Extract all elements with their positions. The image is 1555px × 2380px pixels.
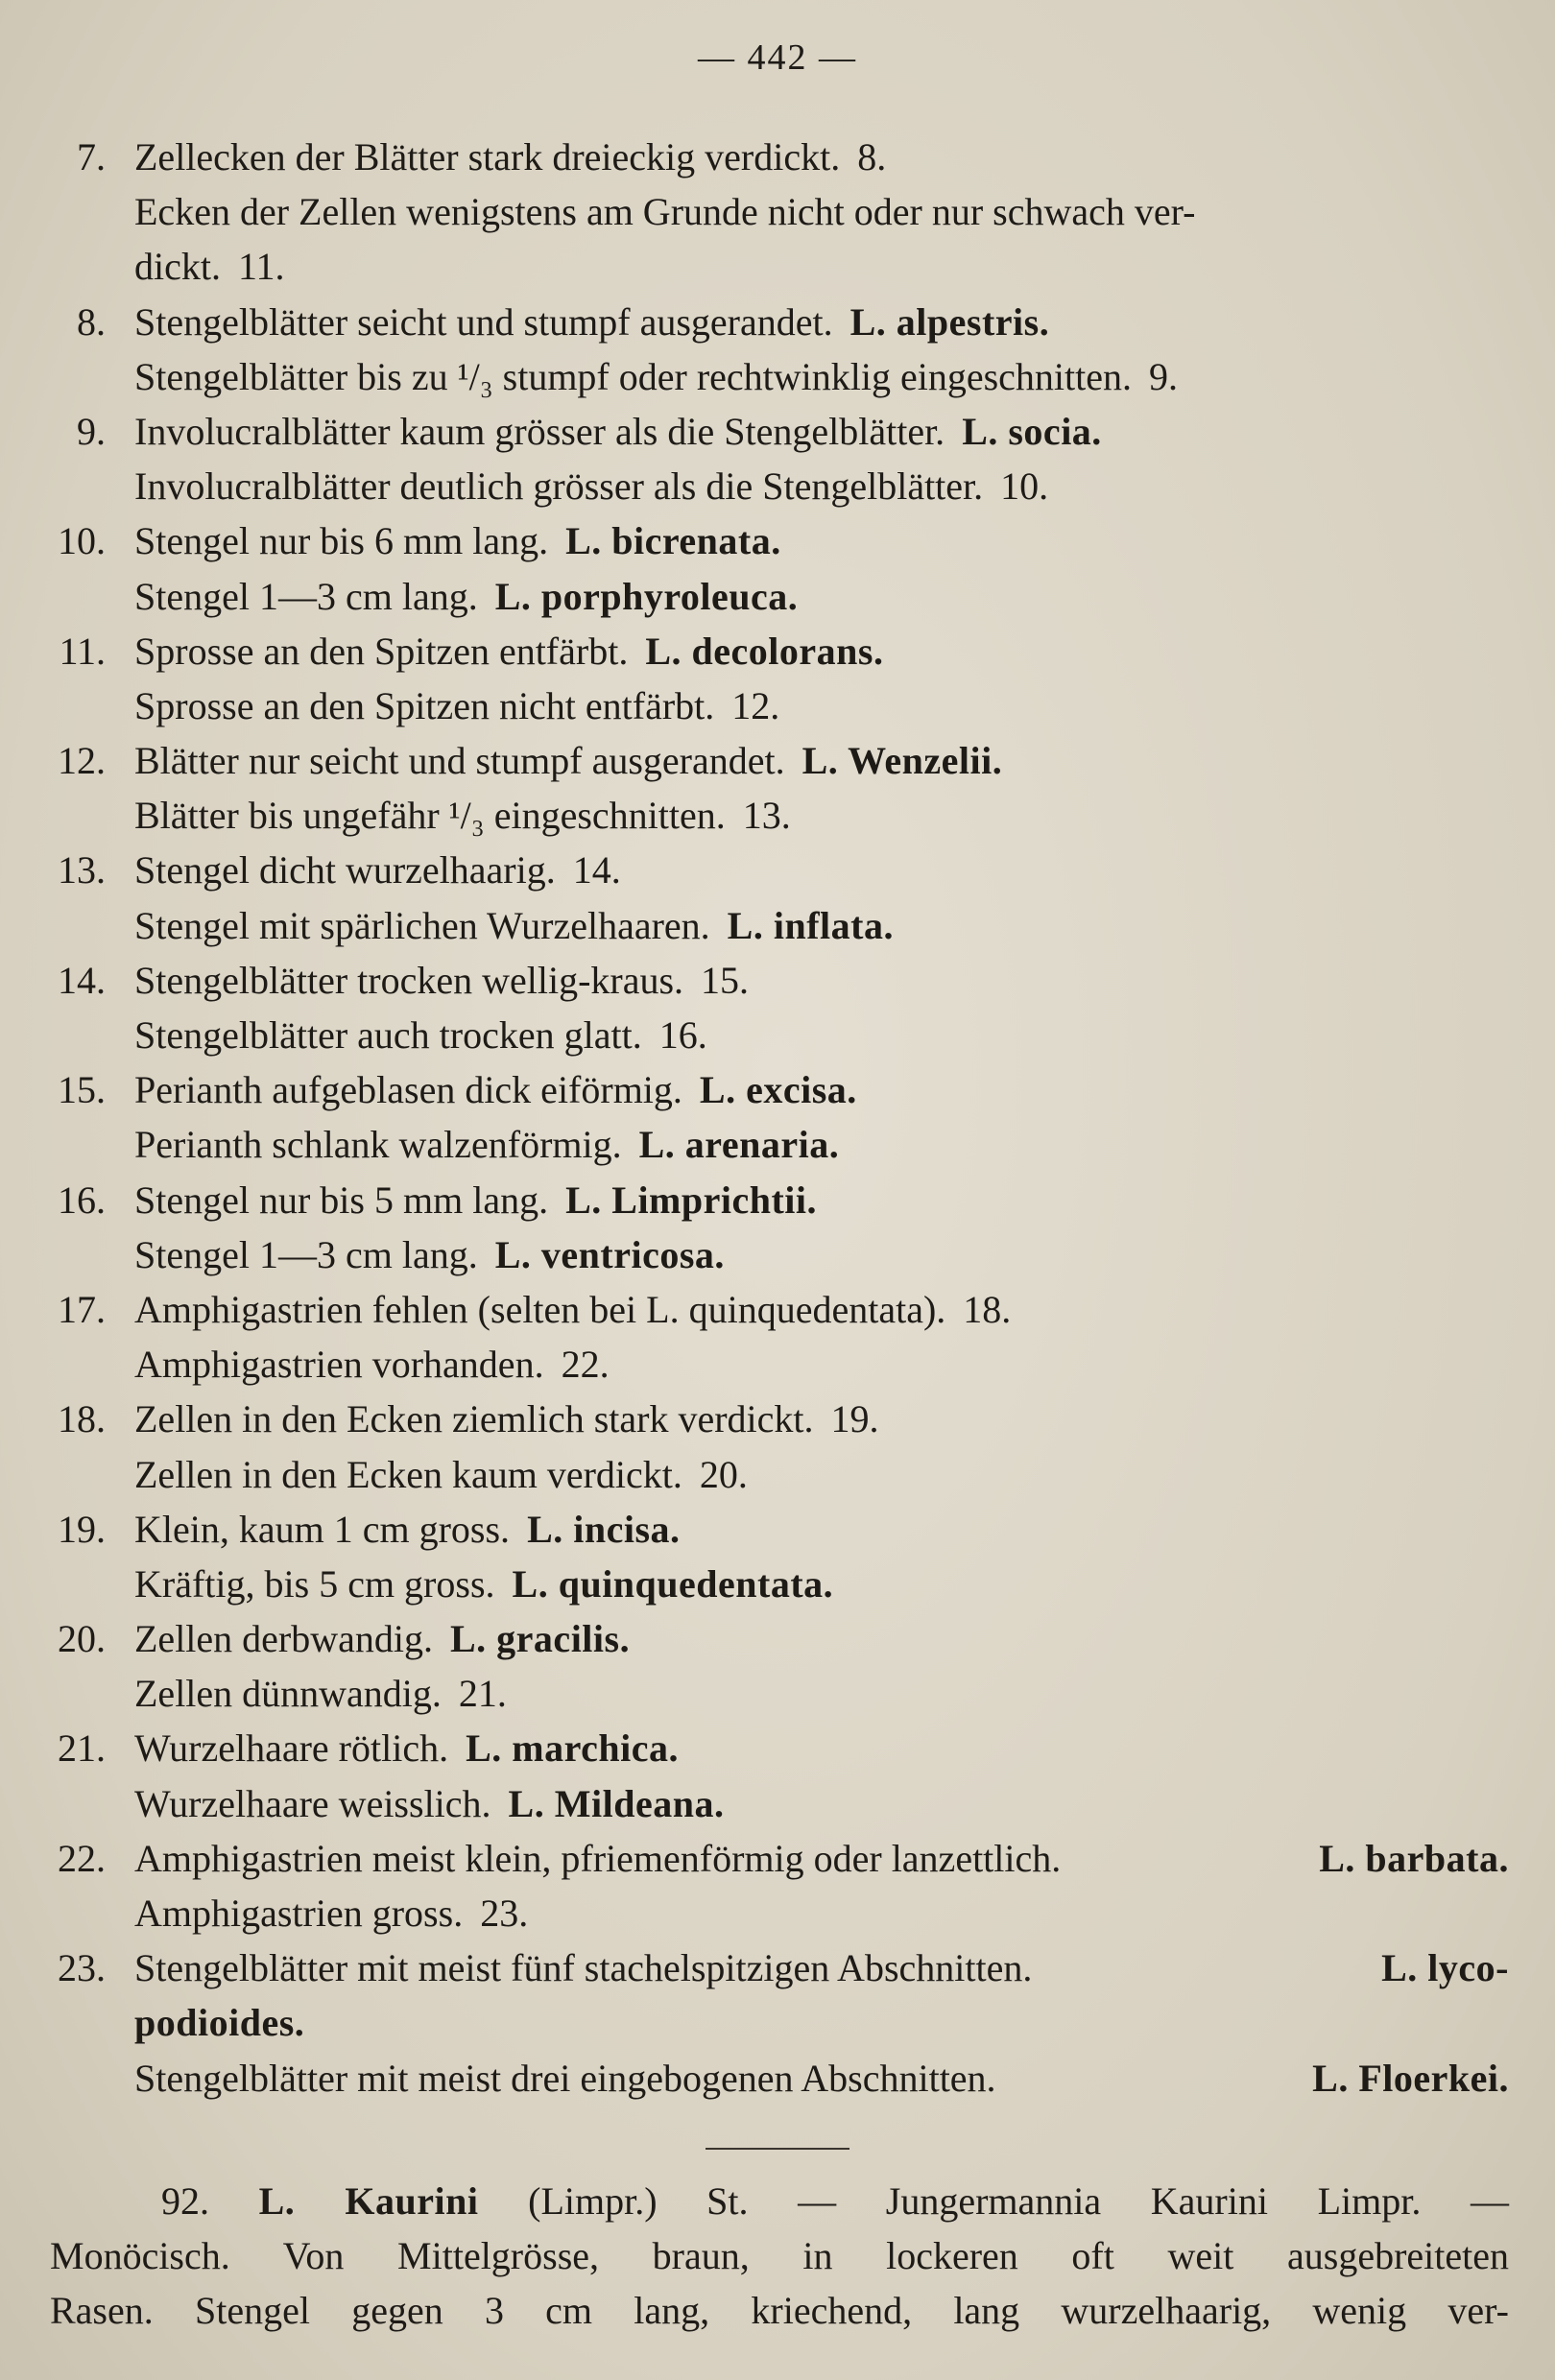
species-result: L. lyco- xyxy=(1381,1946,1509,1990)
key-line xyxy=(0,1062,1555,1117)
key-line xyxy=(0,1666,1555,1721)
key-description: Wurzelhaare rötlich. xyxy=(134,1726,449,1771)
key-description: Stengel dicht wurzelhaarig. xyxy=(134,848,556,892)
key-description: Zellen derbwandig. xyxy=(134,1617,433,1661)
key-text xyxy=(134,569,798,624)
key-text xyxy=(134,1227,725,1282)
key-text xyxy=(134,1940,1509,1995)
key-line xyxy=(0,1173,1555,1227)
key-line xyxy=(0,953,1555,1008)
key-text xyxy=(134,513,781,568)
species-result: L. bicrenata. xyxy=(565,519,781,563)
key-line xyxy=(0,184,1555,239)
goto-number: 22. xyxy=(561,1343,610,1387)
key-text xyxy=(134,1117,839,1172)
key-description: Zellecken der Blätter stark dreieckig verdickt. xyxy=(134,135,841,178)
key-text xyxy=(134,1666,507,1721)
key-description: Stengel nur bis 5 mm lang. xyxy=(134,1178,549,1222)
species-result: podioides. xyxy=(134,2001,305,2045)
key-text xyxy=(134,1611,630,1666)
key-number: 15. xyxy=(58,1068,106,1112)
species-result: L. Wenzelii. xyxy=(801,739,1003,783)
key-line xyxy=(0,1337,1555,1392)
page-number: — 442 — xyxy=(698,37,857,78)
species-description-line: Rasen. Stengel gegen 3 cm lang, kriechend, lang wurzelhaarig, wenig ver- xyxy=(50,2289,1509,2332)
key-text xyxy=(134,459,1048,513)
key-line xyxy=(0,1447,1555,1502)
key-text xyxy=(134,1392,879,1446)
key-description: Amphigastrien gross. xyxy=(134,1892,464,1935)
species-result: L. barbata. xyxy=(1319,1836,1509,1880)
species-result: L. decolorans. xyxy=(645,629,884,673)
key-line xyxy=(0,2051,1555,2106)
key-line xyxy=(0,1392,1555,1446)
key-text xyxy=(134,678,779,733)
key-text xyxy=(134,295,1049,349)
key-number: 17. xyxy=(58,1287,106,1331)
species-result: L. marchica. xyxy=(466,1726,679,1771)
species-result: L. socia. xyxy=(962,409,1102,453)
key-line xyxy=(0,624,1555,678)
key-description: Klein, kaum 1 cm gross. xyxy=(134,1507,511,1551)
key-description: Zellen in den Ecken ziemlich stark verdickt. xyxy=(134,1397,814,1441)
key-text xyxy=(134,843,621,897)
key-description: Perianth schlank walzenförmig. xyxy=(134,1123,622,1167)
species-result: L. inflata. xyxy=(727,903,894,947)
key-number: 19. xyxy=(58,1507,106,1551)
key-text xyxy=(134,1447,748,1502)
key-description: Stengelblätter auch trocken glatt. xyxy=(134,1013,642,1057)
key-text xyxy=(134,1062,857,1117)
key-text xyxy=(134,1776,724,1831)
key-text xyxy=(134,1502,681,1557)
key-line xyxy=(0,459,1555,513)
key-line xyxy=(0,678,1555,733)
identification-key xyxy=(0,130,1555,2106)
species-result: L. arenaria. xyxy=(638,1123,840,1167)
key-line xyxy=(0,898,1555,953)
key-text xyxy=(134,130,886,184)
key-line xyxy=(0,1117,1555,1172)
key-description: Perianth aufgeblasen dick eiförmig. xyxy=(134,1068,682,1112)
species-result: L. excisa. xyxy=(699,1068,857,1112)
key-text xyxy=(134,1173,817,1227)
key-text xyxy=(134,184,1509,239)
key-line xyxy=(0,239,1555,294)
key-text xyxy=(134,1721,679,1775)
key-description: Stengel 1—3 cm lang. xyxy=(134,1232,478,1276)
key-description: Blätter bis ungefähr ¹/₃ eingeschnitten. xyxy=(134,794,726,838)
key-number: 11. xyxy=(59,629,106,673)
key-line xyxy=(0,513,1555,568)
key-description: Stengel mit spärlichen Wurzelhaaren. xyxy=(134,903,710,947)
key-line xyxy=(0,1282,1555,1337)
goto-number: 12. xyxy=(731,683,780,727)
species-result: L. incisa. xyxy=(527,1507,681,1551)
goto-number: 15. xyxy=(701,958,750,1002)
key-description: Blätter nur seicht und stumpf ausgerandet. xyxy=(134,739,785,783)
species-result: L. Limprichtii. xyxy=(565,1178,818,1222)
key-description: dickt. xyxy=(134,245,221,289)
key-text xyxy=(134,1557,833,1611)
key-description: Stengelblätter seicht und stumpf ausgerandet. xyxy=(134,299,833,344)
key-number: 16. xyxy=(58,1178,106,1222)
key-line xyxy=(0,1557,1555,1611)
key-line xyxy=(0,295,1555,349)
species-number: 92. xyxy=(161,2179,209,2223)
key-number: 20. xyxy=(58,1617,106,1661)
species-synonym: (Limpr.) St. — Jungermannia Kaurini Limpr. — xyxy=(528,2179,1509,2223)
goto-number: 8. xyxy=(857,135,887,178)
key-number: 22. xyxy=(58,1836,106,1880)
key-text xyxy=(134,404,1102,459)
key-number: 13. xyxy=(58,848,106,892)
species-result: L. alpestris. xyxy=(849,299,1050,344)
key-text xyxy=(134,1282,1011,1337)
species-result: L. gracilis. xyxy=(450,1617,631,1661)
section-divider xyxy=(706,2148,849,2150)
key-line xyxy=(0,1611,1555,1666)
species-entry xyxy=(50,2174,1509,2338)
key-line xyxy=(0,1886,1555,1940)
key-text xyxy=(134,239,285,294)
key-description: Stengelblätter trocken wellig-kraus. xyxy=(134,958,684,1002)
goto-number: 13. xyxy=(742,794,791,838)
species-result: L. quinquedentata. xyxy=(512,1561,834,1606)
key-text xyxy=(134,953,749,1008)
key-description: Involucralblätter kaum grösser als die Stengelblätter. xyxy=(134,409,945,453)
species-result: L. porphyroleuca. xyxy=(494,574,799,618)
key-description: Amphigastrien meist klein, pfriemenförmig oder lanzettlich. xyxy=(134,1836,1062,1880)
species-name: L. Kaurini xyxy=(258,2179,479,2223)
key-description: Stengelblätter bis zu ¹/₃ stumpf oder rechtwinklig eingeschnitten. xyxy=(134,354,1133,398)
goto-number: 19. xyxy=(830,1397,879,1441)
key-line xyxy=(0,1502,1555,1557)
key-line xyxy=(0,1227,1555,1282)
key-description: Ecken der Zellen wenigstens am Grunde nicht oder nur schwach ver- xyxy=(134,190,1196,234)
key-line xyxy=(0,843,1555,897)
goto-number: 16. xyxy=(658,1013,707,1057)
key-number: 10. xyxy=(58,519,106,563)
key-number: 8. xyxy=(77,299,106,344)
key-description: Sprosse an den Spitzen entfärbt. xyxy=(134,629,629,673)
key-number: 18. xyxy=(58,1397,106,1441)
key-description: Kräftig, bis 5 cm gross. xyxy=(134,1561,495,1606)
key-number: 7. xyxy=(77,135,106,178)
key-line xyxy=(0,130,1555,184)
key-description: Wurzelhaare weisslich. xyxy=(134,1781,491,1825)
species-result: L. Floerkei. xyxy=(1312,2056,1509,2100)
key-number: 9. xyxy=(77,409,106,453)
key-description: Stengelblätter mit meist drei eingebogenen Abschnitten. xyxy=(134,2056,996,2100)
species-heading-line xyxy=(50,2174,1509,2228)
key-text xyxy=(134,1995,304,2050)
goto-number: 9. xyxy=(1149,354,1179,398)
key-description: Zellen in den Ecken kaum verdickt. xyxy=(134,1452,682,1496)
key-number: 14. xyxy=(58,958,106,1002)
key-text xyxy=(134,1337,610,1392)
species-description-line: Monöcisch. Von Mittelgrösse, braun, in lockeren oft weit ausgebreiteten xyxy=(50,2234,1509,2277)
key-line xyxy=(0,1940,1555,1995)
key-text xyxy=(134,898,894,953)
key-text xyxy=(134,349,1178,404)
goto-number: 18. xyxy=(963,1287,1012,1331)
key-line xyxy=(0,788,1555,843)
key-line xyxy=(0,1831,1555,1886)
key-line xyxy=(0,404,1555,459)
key-description: Sprosse an den Spitzen nicht entfärbt. xyxy=(134,683,715,727)
key-description: Amphigastrien fehlen (selten bei L. quinquedentata). xyxy=(134,1287,946,1331)
key-text xyxy=(134,624,883,678)
key-description: Amphigastrien vorhanden. xyxy=(134,1343,544,1387)
key-text xyxy=(134,788,791,843)
key-text xyxy=(134,1886,528,1940)
species-result: L. ventricosa. xyxy=(494,1232,725,1276)
goto-number: 14. xyxy=(572,848,621,892)
key-line xyxy=(0,1008,1555,1062)
species-result: L. Mildeana. xyxy=(508,1781,725,1825)
key-description: Stengel 1—3 cm lang. xyxy=(134,574,478,618)
key-line xyxy=(0,733,1555,788)
key-number: 12. xyxy=(58,739,106,783)
key-line xyxy=(0,1776,1555,1831)
goto-number: 20. xyxy=(699,1452,748,1496)
key-text xyxy=(134,733,1002,788)
key-line xyxy=(0,1721,1555,1775)
key-line xyxy=(0,349,1555,404)
key-description: Stengelblätter mit meist fünf stachelspitzigen Abschnitten. xyxy=(134,1946,1033,1990)
key-text xyxy=(134,2051,1509,2106)
goto-number: 21. xyxy=(458,1672,507,1716)
key-description: Involucralblätter deutlich grösser als die Stengelblätter. xyxy=(134,464,984,509)
goto-number: 11. xyxy=(237,245,285,289)
key-line xyxy=(0,1995,1555,2050)
key-number: 21. xyxy=(58,1726,106,1771)
key-text xyxy=(134,1831,1509,1886)
goto-number: 23. xyxy=(480,1892,529,1935)
goto-number: 10. xyxy=(1000,464,1049,509)
key-number: 23. xyxy=(58,1946,106,1990)
key-text xyxy=(134,1008,707,1062)
key-description: Zellen dünnwandig. xyxy=(134,1672,442,1716)
key-description: Stengel nur bis 6 mm lang. xyxy=(134,519,549,563)
key-line xyxy=(0,569,1555,624)
